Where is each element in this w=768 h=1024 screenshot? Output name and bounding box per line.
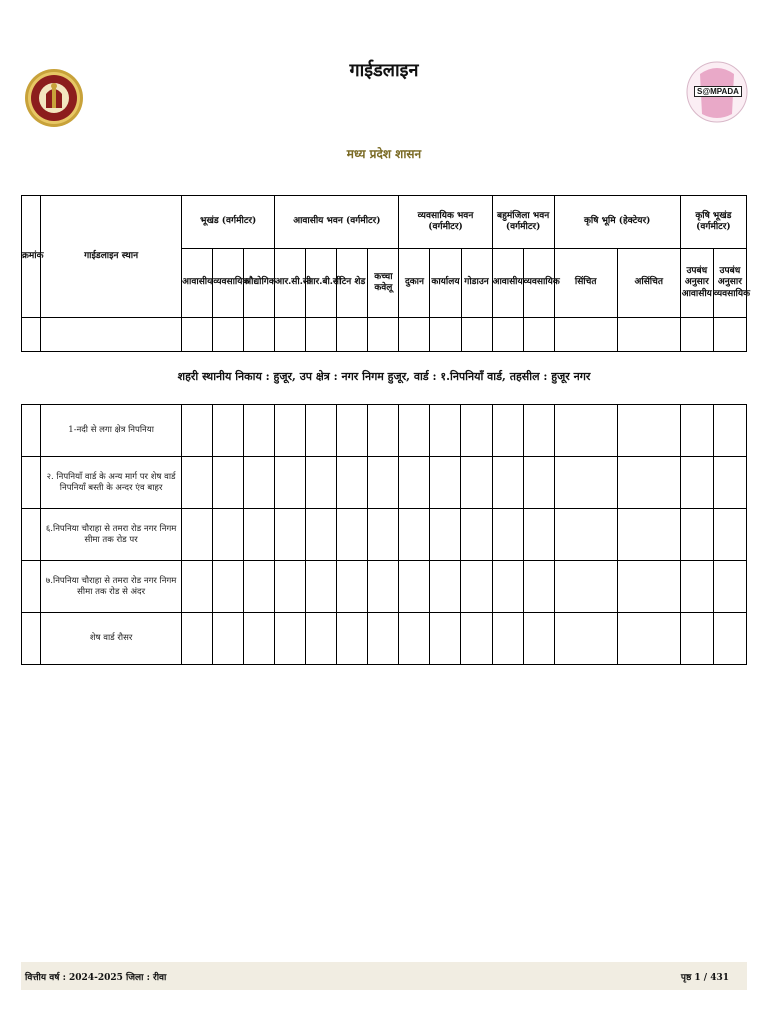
table-row bbox=[22, 405, 747, 457]
cell-value bbox=[523, 561, 554, 613]
subcol-header: आवासीय bbox=[492, 249, 523, 318]
cell-value bbox=[275, 405, 306, 457]
cell-value bbox=[713, 405, 746, 457]
guideline-header-table bbox=[21, 195, 750, 352]
subcol-header: टिन शेड bbox=[337, 249, 368, 318]
cell-value bbox=[368, 457, 399, 509]
cell-value bbox=[306, 457, 337, 509]
cell-value bbox=[244, 561, 275, 613]
cell-value bbox=[182, 613, 213, 665]
cell-value bbox=[275, 613, 306, 665]
group-header-agri-land: कृषि भूमि (हेक्टेयर) bbox=[554, 196, 680, 249]
subcol-header: औद्योगिक bbox=[244, 249, 275, 318]
cell-value bbox=[492, 405, 523, 457]
cell-value bbox=[680, 405, 713, 457]
cell-value bbox=[680, 613, 713, 665]
page-footer bbox=[21, 962, 747, 990]
cell-location: ७.निपनिया चौराहा से तमरा रोड नगर निगम सीमा तक रोड से अंदर bbox=[41, 561, 182, 613]
cell-value bbox=[461, 561, 492, 613]
cell-value bbox=[275, 561, 306, 613]
cell-value bbox=[617, 405, 680, 457]
cell-value bbox=[554, 613, 617, 665]
table-row bbox=[22, 613, 747, 665]
cell-value bbox=[430, 509, 461, 561]
cell-value bbox=[399, 509, 430, 561]
cell-value bbox=[213, 457, 244, 509]
cell-value bbox=[306, 613, 337, 665]
group-header-commercial-building: व्यवसायिक भवन (वर्गमीटर) bbox=[399, 196, 492, 249]
cell-value bbox=[306, 561, 337, 613]
cell-serial bbox=[22, 613, 41, 665]
cell-value bbox=[461, 457, 492, 509]
group-header-agri-plot: कृषि भूखंड (वर्गमीटर) bbox=[680, 196, 746, 249]
cell-value bbox=[554, 509, 617, 561]
sampada-logo-label: S@MPADA bbox=[694, 86, 742, 97]
col-header-location: गाईडलाइन स्थान bbox=[41, 196, 182, 318]
page-subtitle: मध्य प्रदेश शासन bbox=[346, 147, 422, 161]
cell-value bbox=[337, 509, 368, 561]
cell-value bbox=[368, 405, 399, 457]
subcol-header: दुकान bbox=[399, 249, 430, 318]
group-header-plot: भूखंड (वर्गमीटर) bbox=[182, 196, 275, 249]
cell-value bbox=[680, 457, 713, 509]
cell-value bbox=[399, 457, 430, 509]
cell-value bbox=[523, 405, 554, 457]
cell-value bbox=[554, 561, 617, 613]
cell-location: ६.निपनिया चौराहा से तमरा रोड नगर निगम सीमा तक रोड पर bbox=[41, 509, 182, 561]
cell-value bbox=[617, 561, 680, 613]
subcol-header: गोडाउन bbox=[461, 249, 492, 318]
cell-value bbox=[182, 457, 213, 509]
cell-location: २. निपनियाँ वार्ड के अन्य मार्ग पर शेष वार्ड निपनियाँ बस्ती के अन्दर एंव बाहर bbox=[41, 457, 182, 509]
cell-value bbox=[461, 509, 492, 561]
group-header-residential-building: आवासीय भवन (वर्गमीटर) bbox=[275, 196, 399, 249]
cell-value bbox=[713, 613, 746, 665]
table-row bbox=[22, 457, 747, 509]
cell-value bbox=[713, 561, 746, 613]
cell-value bbox=[554, 405, 617, 457]
cell-value bbox=[244, 613, 275, 665]
cell-value bbox=[306, 509, 337, 561]
table-row-blank bbox=[22, 318, 747, 352]
cell-value bbox=[213, 613, 244, 665]
cell-serial bbox=[22, 405, 41, 457]
cell-value bbox=[244, 457, 275, 509]
cell-value bbox=[275, 509, 306, 561]
cell-value bbox=[492, 561, 523, 613]
cell-value bbox=[461, 405, 492, 457]
cell-value bbox=[368, 613, 399, 665]
cell-location: शेष वार्ड रौसर bbox=[41, 613, 182, 665]
col-header-serial: क्रमांक bbox=[22, 196, 41, 318]
cell-value bbox=[430, 561, 461, 613]
cell-value bbox=[244, 509, 275, 561]
cell-value bbox=[368, 561, 399, 613]
subcol-header: आवासीय bbox=[182, 249, 213, 318]
cell-value bbox=[337, 457, 368, 509]
cell-serial bbox=[22, 561, 41, 613]
cell-value bbox=[461, 613, 492, 665]
footer-year-district: वित्तीय वर्ष : 2024-2025 जिला : रीवा bbox=[25, 973, 167, 983]
cell-value bbox=[680, 509, 713, 561]
cell-value bbox=[554, 457, 617, 509]
cell-value bbox=[244, 405, 275, 457]
subcol-header: आर.बी.सी bbox=[306, 249, 337, 318]
cell-value bbox=[399, 561, 430, 613]
cell-value bbox=[713, 509, 746, 561]
cell-value bbox=[337, 405, 368, 457]
page-title: गाईडलाइन bbox=[349, 60, 419, 81]
cell-value bbox=[617, 613, 680, 665]
cell-value bbox=[430, 457, 461, 509]
subcol-header: आर.सी.सी bbox=[275, 249, 306, 318]
cell-value bbox=[275, 457, 306, 509]
cell-value bbox=[523, 509, 554, 561]
cell-value bbox=[213, 405, 244, 457]
cell-value bbox=[492, 509, 523, 561]
cell-value bbox=[492, 457, 523, 509]
subcol-header: कच्चा कवेलू bbox=[368, 249, 399, 318]
cell-value bbox=[617, 509, 680, 561]
subcol-header: व्यवसायिक bbox=[523, 249, 554, 318]
subcol-header: कार्यालय bbox=[430, 249, 461, 318]
cell-value bbox=[523, 457, 554, 509]
table-row bbox=[22, 561, 747, 613]
footer-page-number: पृष्ठ 1 / 431 bbox=[680, 973, 729, 983]
group-header-multistorey-building: बहुमंजिला भवन (वर्गमीटर) bbox=[492, 196, 554, 249]
cell-serial bbox=[22, 457, 41, 509]
cell-value bbox=[713, 457, 746, 509]
cell-value bbox=[492, 613, 523, 665]
cell-value bbox=[337, 613, 368, 665]
subcol-header: असिंचित bbox=[617, 249, 680, 318]
guideline-data-table bbox=[21, 404, 747, 665]
cell-value bbox=[617, 457, 680, 509]
cell-value bbox=[213, 509, 244, 561]
cell-value bbox=[306, 405, 337, 457]
cell-value bbox=[368, 509, 399, 561]
table-row bbox=[22, 509, 747, 561]
subcol-header: सिंचित bbox=[554, 249, 617, 318]
subcol-header: उपबंध अनुसार आवासीय bbox=[680, 249, 713, 318]
cell-serial bbox=[22, 509, 41, 561]
cell-value bbox=[523, 613, 554, 665]
cell-value bbox=[213, 561, 244, 613]
cell-value bbox=[182, 561, 213, 613]
subcol-header: व्यवसायिक bbox=[213, 249, 244, 318]
cell-value bbox=[399, 405, 430, 457]
cell-value bbox=[182, 509, 213, 561]
cell-value bbox=[680, 561, 713, 613]
cell-value bbox=[430, 613, 461, 665]
subcol-header: उपबंध अनुसार व्यवसायिक bbox=[713, 249, 746, 318]
cell-value bbox=[182, 405, 213, 457]
cell-value bbox=[430, 405, 461, 457]
cell-location: 1-नदी से लगा क्षेत्र निपनिया bbox=[41, 405, 182, 457]
section-caption: शहरी स्थानीय निकाय : हुजूर, उप क्षेत्र : नगर निगम हुजूर, वार्ड : १.निपनियाँ वार्ड, तहसील : हुजूर नगर bbox=[177, 370, 591, 383]
cell-value bbox=[399, 613, 430, 665]
cell-value bbox=[337, 561, 368, 613]
